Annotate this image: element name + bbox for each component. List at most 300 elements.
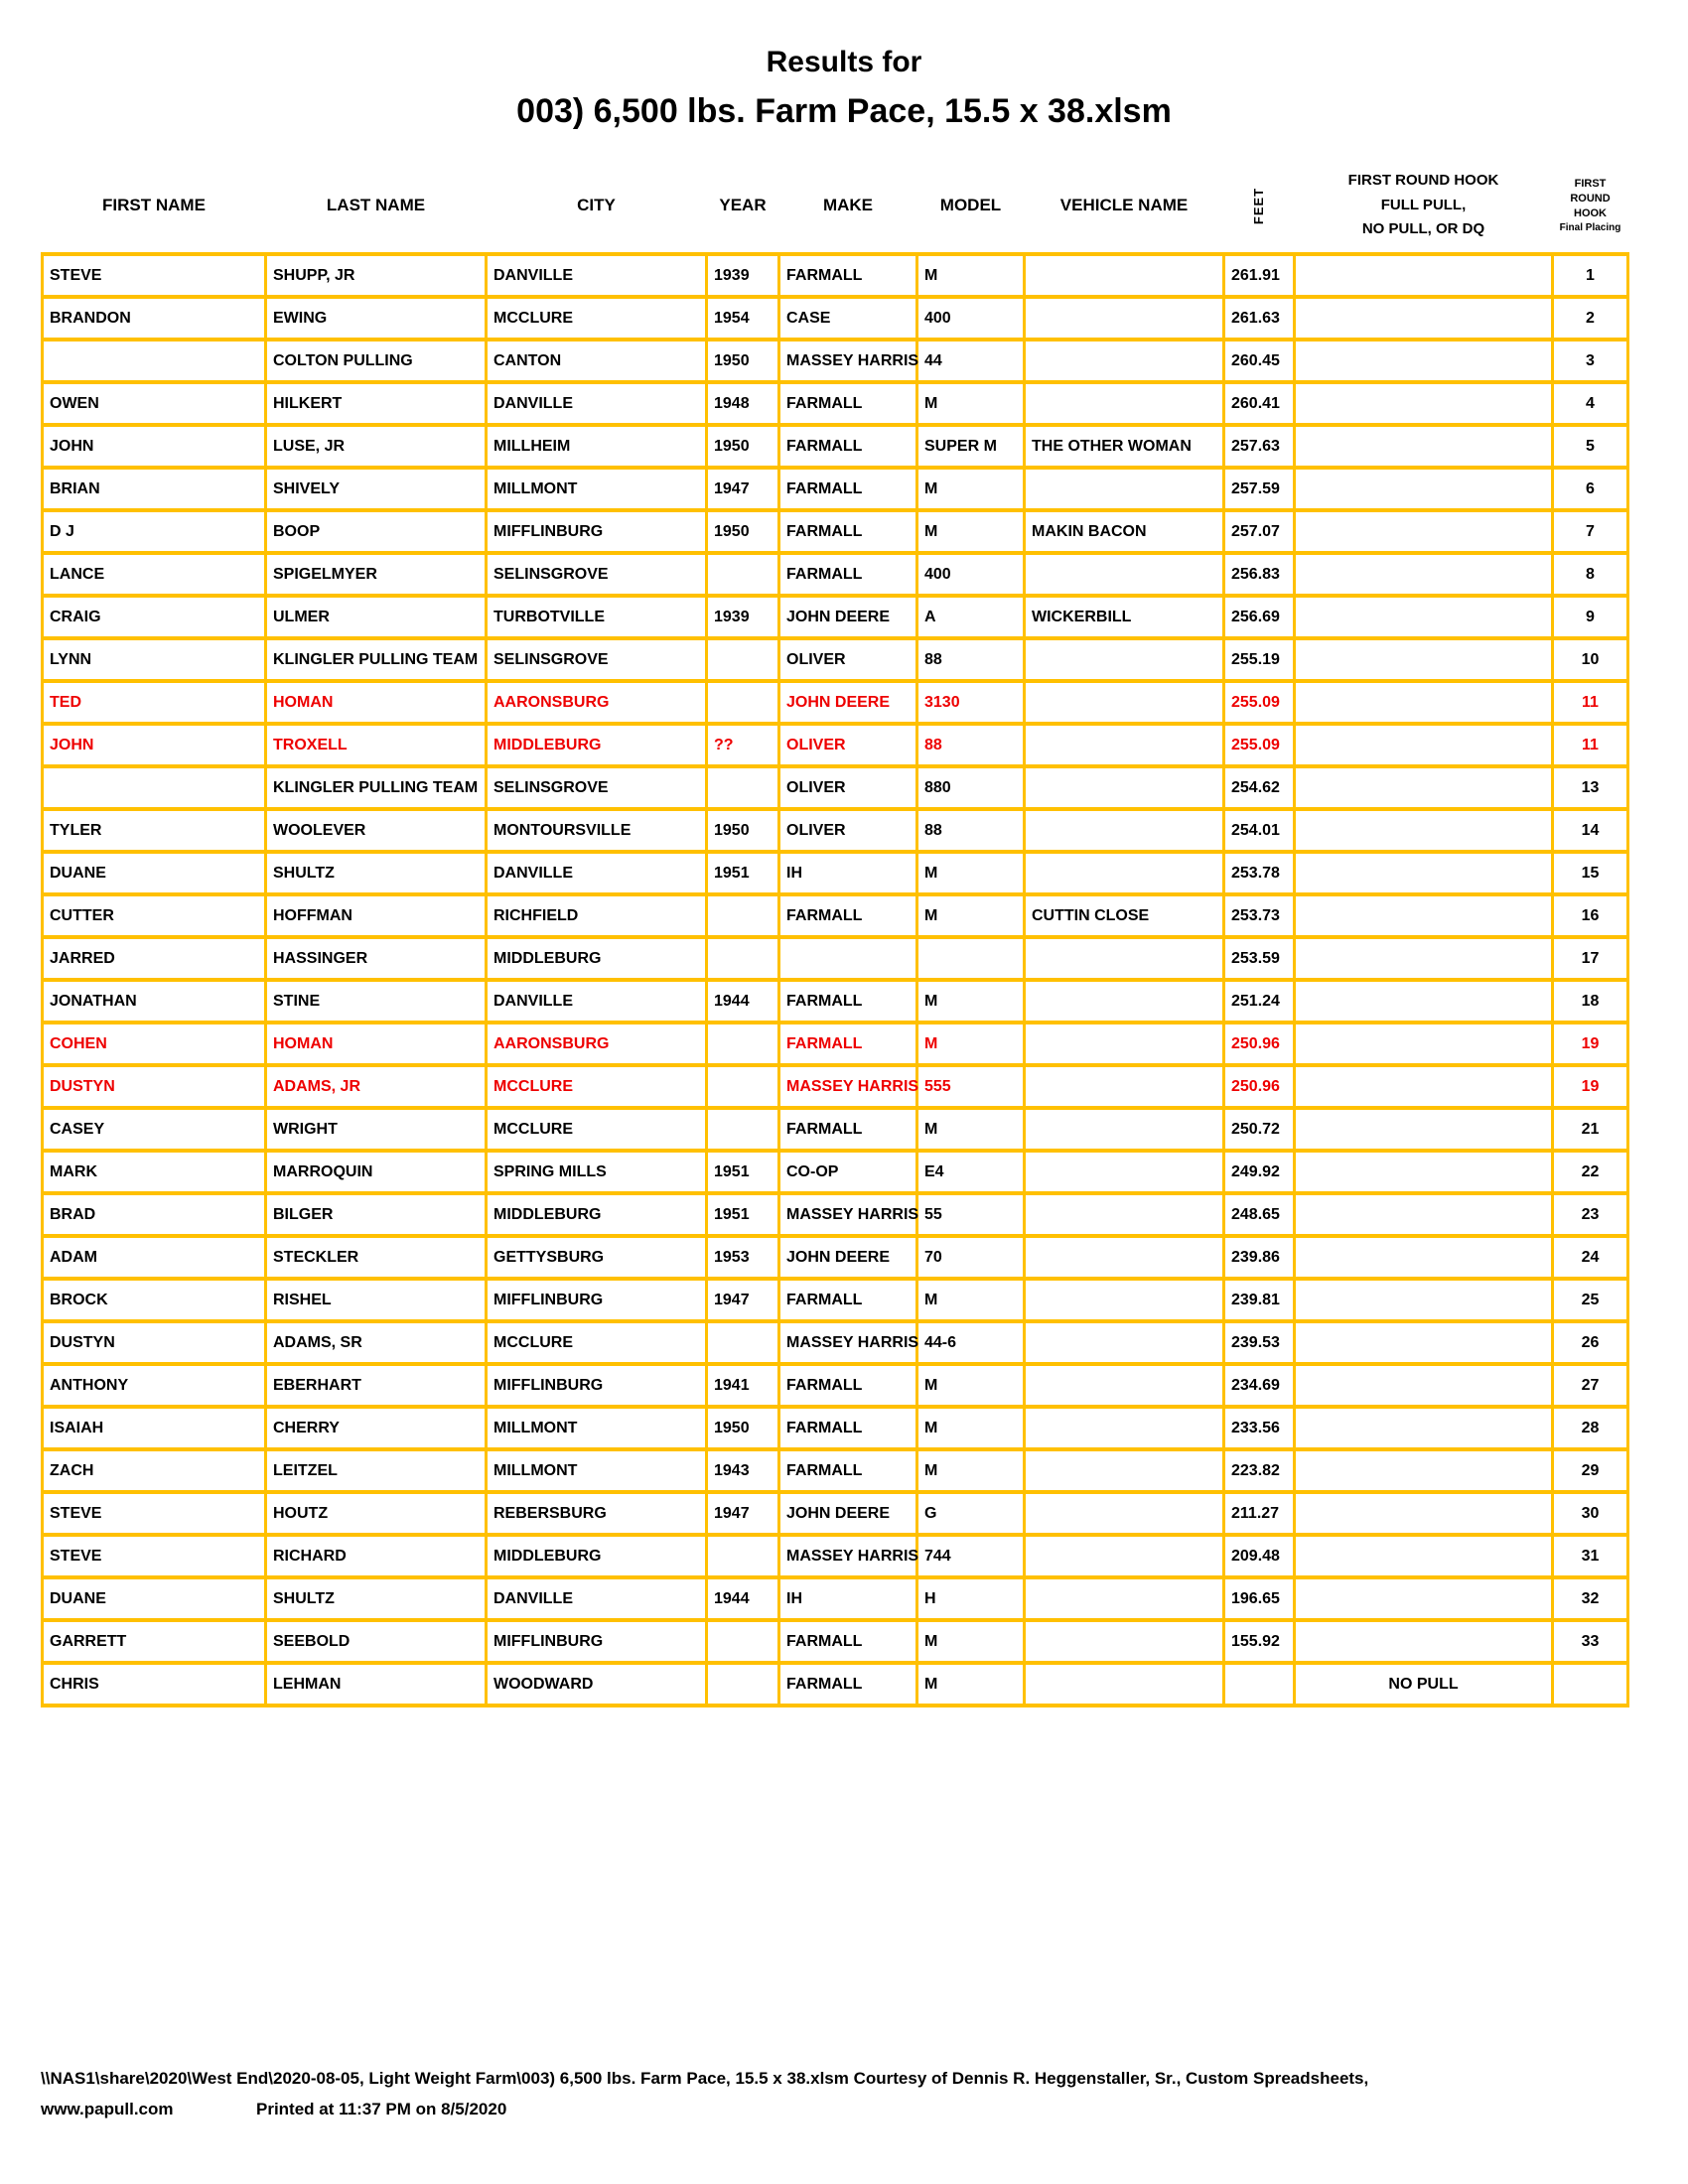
cell-year: 1944 <box>707 980 779 1023</box>
cell-model: 400 <box>917 553 1025 596</box>
cell-last-name: SPIGELMYER <box>266 553 487 596</box>
cell-year: 1951 <box>707 852 779 894</box>
cell-city: MIFFLINBURG <box>487 1279 707 1321</box>
cell-first-name: JARRED <box>43 937 266 980</box>
cell-vehicle-name: WICKERBILL <box>1025 596 1224 638</box>
header-first-name-label: FIRST NAME <box>102 196 206 214</box>
cell-make: FARMALL <box>779 1449 917 1492</box>
cell-city: MIDDLEBURG <box>487 724 707 766</box>
cell-year: 1939 <box>707 254 779 297</box>
cell-first-round-hook <box>1295 1535 1553 1577</box>
cell-model: M <box>917 1023 1025 1065</box>
cell-model: 400 <box>917 297 1025 340</box>
cell-last-name: WRIGHT <box>266 1108 487 1151</box>
cell-last-name: STINE <box>266 980 487 1023</box>
cell-vehicle-name <box>1025 681 1224 724</box>
cell-feet: 255.19 <box>1224 638 1295 681</box>
cell-last-name: WOOLEVER <box>266 809 487 852</box>
cell-feet: 155.92 <box>1224 1620 1295 1663</box>
cell-first-name: D J <box>43 510 266 553</box>
cell-first-round-hook <box>1295 340 1553 382</box>
cell-feet: 250.96 <box>1224 1023 1295 1065</box>
cell-make: OLIVER <box>779 724 917 766</box>
cell-feet: 257.07 <box>1224 510 1295 553</box>
cell-first-name: TYLER <box>43 809 266 852</box>
cell-vehicle-name <box>1025 1023 1224 1065</box>
cell-model: 555 <box>917 1065 1025 1108</box>
cell-vehicle-name <box>1025 724 1224 766</box>
table-row <box>43 553 1628 596</box>
cell-first-round-hook: NO PULL <box>1295 1663 1553 1706</box>
cell-make: MASSEY HARRIS <box>779 1193 917 1236</box>
cell-make <box>779 937 917 980</box>
header-last-name-label: LAST NAME <box>326 196 426 214</box>
cell-first-round-hook <box>1295 254 1553 297</box>
cell-final-placing: 28 <box>1553 1407 1628 1449</box>
cell-vehicle-name <box>1025 340 1224 382</box>
header-placing-line1: FIRST ROUND <box>1570 177 1611 205</box>
cell-last-name: ADAMS, SR <box>266 1321 487 1364</box>
cell-first-name: COHEN <box>43 1023 266 1065</box>
cell-last-name: LUSE, JR <box>266 425 487 468</box>
cell-final-placing: 15 <box>1553 852 1628 894</box>
cell-last-name: RISHEL <box>266 1279 487 1321</box>
table-row <box>43 1364 1628 1407</box>
cell-model: 744 <box>917 1535 1025 1577</box>
cell-model: M <box>917 1108 1025 1151</box>
cell-first-name: CASEY <box>43 1108 266 1151</box>
cell-feet: 249.92 <box>1224 1151 1295 1193</box>
cell-first-round-hook <box>1295 1577 1553 1620</box>
cell-year <box>707 553 779 596</box>
cell-first-name: LYNN <box>43 638 266 681</box>
cell-final-placing: 14 <box>1553 809 1628 852</box>
cell-make: JOHN DEERE <box>779 681 917 724</box>
cell-year: 1950 <box>707 1407 779 1449</box>
cell-vehicle-name <box>1025 1577 1224 1620</box>
cell-model: M <box>917 894 1025 937</box>
cell-first-name: CRAIG <box>43 596 266 638</box>
cell-model: M <box>917 468 1025 510</box>
cell-make: MASSEY HARRIS <box>779 1321 917 1364</box>
header-city-label: CITY <box>577 196 616 214</box>
cell-first-name: BRIAN <box>43 468 266 510</box>
cell-first-name: BROCK <box>43 1279 266 1321</box>
cell-make: FARMALL <box>779 468 917 510</box>
cell-first-name: GARRETT <box>43 1620 266 1663</box>
cell-final-placing: 33 <box>1553 1620 1628 1663</box>
table-row <box>43 980 1628 1023</box>
cell-final-placing: 8 <box>1553 553 1628 596</box>
footer-printed-at: Printed at 11:37 PM on 8/5/2020 <box>256 2100 507 2119</box>
footer-file-path: \\NAS1\share\2020\West End\2020-08-05, Light Weight Farm\003) 6,500 lbs. Farm Pace, 15.5 x 38.xlsm Courtesy of Dennis R. Heggenstaller, Sr., Custom Spreadsheets, <box>41 2069 1369 2088</box>
cell-first-round-hook <box>1295 1364 1553 1407</box>
cell-vehicle-name <box>1025 254 1224 297</box>
cell-feet: 253.59 <box>1224 937 1295 980</box>
cell-first-round-hook <box>1295 468 1553 510</box>
cell-first-round-hook <box>1295 1279 1553 1321</box>
cell-model: SUPER M <box>917 425 1025 468</box>
cell-final-placing: 16 <box>1553 894 1628 937</box>
cell-feet: 239.86 <box>1224 1236 1295 1279</box>
cell-year <box>707 1535 779 1577</box>
cell-year: 1954 <box>707 297 779 340</box>
cell-year <box>707 1321 779 1364</box>
table-row <box>43 1535 1628 1577</box>
cell-first-name: OWEN <box>43 382 266 425</box>
header-model-label: MODEL <box>939 196 1002 214</box>
cell-final-placing: 30 <box>1553 1492 1628 1535</box>
table-row <box>43 638 1628 681</box>
cell-model: G <box>917 1492 1025 1535</box>
table-row <box>43 1193 1628 1236</box>
cell-last-name: CHERRY <box>266 1407 487 1449</box>
cell-vehicle-name: THE OTHER WOMAN <box>1025 425 1224 468</box>
cell-make: OLIVER <box>779 809 917 852</box>
cell-model: M <box>917 382 1025 425</box>
cell-last-name: KLINGLER PULLING TEAM <box>266 766 487 809</box>
cell-city: DANVILLE <box>487 980 707 1023</box>
cell-model: 88 <box>917 809 1025 852</box>
cell-model: 44-6 <box>917 1321 1025 1364</box>
cell-last-name: SHUPP, JR <box>266 254 487 297</box>
cell-make: FARMALL <box>779 254 917 297</box>
cell-last-name: LEITZEL <box>266 1449 487 1492</box>
table-row <box>43 1321 1628 1364</box>
cell-last-name: HASSINGER <box>266 937 487 980</box>
header-make <box>779 159 917 254</box>
cell-first-round-hook <box>1295 980 1553 1023</box>
cell-first-name: DUSTYN <box>43 1321 266 1364</box>
header-first-name <box>43 159 266 254</box>
cell-make: OLIVER <box>779 638 917 681</box>
cell-vehicle-name <box>1025 1108 1224 1151</box>
cell-make: FARMALL <box>779 894 917 937</box>
cell-first-round-hook <box>1295 724 1553 766</box>
cell-make: FARMALL <box>779 1407 917 1449</box>
cell-final-placing <box>1553 1663 1628 1706</box>
cell-city: MCCLURE <box>487 1321 707 1364</box>
cell-final-placing: 22 <box>1553 1151 1628 1193</box>
cell-year <box>707 1663 779 1706</box>
table-row <box>43 852 1628 894</box>
cell-feet: 260.45 <box>1224 340 1295 382</box>
cell-feet: 256.83 <box>1224 553 1295 596</box>
cell-city: GETTYSBURG <box>487 1236 707 1279</box>
table-row <box>43 1279 1628 1321</box>
cell-feet: 250.96 <box>1224 1065 1295 1108</box>
table-row <box>43 1236 1628 1279</box>
cell-first-round-hook <box>1295 1407 1553 1449</box>
cell-make: JOHN DEERE <box>779 596 917 638</box>
cell-model: M <box>917 1407 1025 1449</box>
cell-model: A <box>917 596 1025 638</box>
cell-final-placing: 29 <box>1553 1449 1628 1492</box>
cell-year <box>707 937 779 980</box>
cell-feet: 257.59 <box>1224 468 1295 510</box>
header-placing-line3: Final Placing <box>1559 221 1621 233</box>
header-feet-label: FEET <box>1251 187 1267 225</box>
cell-first-round-hook <box>1295 297 1553 340</box>
cell-city: MIFFLINBURG <box>487 510 707 553</box>
cell-final-placing: 24 <box>1553 1236 1628 1279</box>
cell-final-placing: 3 <box>1553 340 1628 382</box>
cell-city: MILLMONT <box>487 1407 707 1449</box>
cell-final-placing: 31 <box>1553 1535 1628 1577</box>
cell-city: SPRING MILLS <box>487 1151 707 1193</box>
cell-first-round-hook <box>1295 1492 1553 1535</box>
cell-year: 1941 <box>707 1364 779 1407</box>
cell-feet: 253.73 <box>1224 894 1295 937</box>
cell-year <box>707 1620 779 1663</box>
cell-final-placing: 11 <box>1553 724 1628 766</box>
cell-final-placing: 1 <box>1553 254 1628 297</box>
cell-first-name <box>43 340 266 382</box>
cell-final-placing: 4 <box>1553 382 1628 425</box>
cell-vehicle-name <box>1025 1151 1224 1193</box>
cell-vehicle-name <box>1025 1492 1224 1535</box>
results-table <box>41 159 1629 1707</box>
cell-feet: 254.01 <box>1224 809 1295 852</box>
cell-first-name: BRAD <box>43 1193 266 1236</box>
cell-city: MILLMONT <box>487 1449 707 1492</box>
cell-last-name: HOMAN <box>266 1023 487 1065</box>
header-year-label: YEAR <box>719 196 767 214</box>
cell-first-name: JOHN <box>43 724 266 766</box>
cell-first-round-hook <box>1295 382 1553 425</box>
cell-year: 1947 <box>707 1492 779 1535</box>
table-row <box>43 425 1628 468</box>
header-last-name <box>266 159 487 254</box>
table-row <box>43 340 1628 382</box>
cell-make: IH <box>779 1577 917 1620</box>
page-title <box>0 0 1688 131</box>
cell-city: DANVILLE <box>487 1577 707 1620</box>
cell-year: 1943 <box>707 1449 779 1492</box>
cell-make: IH <box>779 852 917 894</box>
cell-year: 1948 <box>707 382 779 425</box>
cell-model: M <box>917 254 1025 297</box>
cell-last-name: ULMER <box>266 596 487 638</box>
table-row <box>43 1065 1628 1108</box>
cell-final-placing: 6 <box>1553 468 1628 510</box>
cell-city: MCCLURE <box>487 1108 707 1151</box>
header-vehicle-name <box>1025 159 1224 254</box>
cell-first-round-hook <box>1295 553 1553 596</box>
cell-model: M <box>917 852 1025 894</box>
cell-feet: 261.63 <box>1224 297 1295 340</box>
cell-first-round-hook <box>1295 1321 1553 1364</box>
cell-first-round-hook <box>1295 596 1553 638</box>
cell-year: 1950 <box>707 340 779 382</box>
cell-vehicle-name <box>1025 1279 1224 1321</box>
cell-city: DANVILLE <box>487 852 707 894</box>
cell-final-placing: 18 <box>1553 980 1628 1023</box>
cell-last-name: SHULTZ <box>266 1577 487 1620</box>
cell-vehicle-name <box>1025 766 1224 809</box>
cell-feet: 239.53 <box>1224 1321 1295 1364</box>
cell-city: MILLMONT <box>487 468 707 510</box>
cell-year: 1950 <box>707 809 779 852</box>
cell-city: TURBOTVILLE <box>487 596 707 638</box>
cell-final-placing: 17 <box>1553 937 1628 980</box>
cell-feet <box>1224 1663 1295 1706</box>
cell-make: FARMALL <box>779 1108 917 1151</box>
table-row <box>43 681 1628 724</box>
table-row <box>43 1492 1628 1535</box>
header-first-round-hook <box>1295 159 1553 254</box>
cell-first-name: MARK <box>43 1151 266 1193</box>
cell-city: SELINSGROVE <box>487 638 707 681</box>
cell-make: OLIVER <box>779 766 917 809</box>
cell-vehicle-name <box>1025 382 1224 425</box>
cell-feet: 239.81 <box>1224 1279 1295 1321</box>
header-placing-line2: HOOK <box>1574 206 1607 219</box>
header-model <box>917 159 1025 254</box>
cell-feet: 260.41 <box>1224 382 1295 425</box>
cell-feet: 255.09 <box>1224 681 1295 724</box>
cell-final-placing: 2 <box>1553 297 1628 340</box>
cell-first-name: ISAIAH <box>43 1407 266 1449</box>
cell-first-round-hook <box>1295 1193 1553 1236</box>
cell-last-name: BILGER <box>266 1193 487 1236</box>
cell-final-placing: 13 <box>1553 766 1628 809</box>
cell-vehicle-name <box>1025 1535 1224 1577</box>
cell-last-name: COLTON PULLING <box>266 340 487 382</box>
cell-feet: 248.65 <box>1224 1193 1295 1236</box>
cell-make: JOHN DEERE <box>779 1236 917 1279</box>
cell-last-name: SHIVELY <box>266 468 487 510</box>
table-row <box>43 254 1628 297</box>
cell-city: MILLHEIM <box>487 425 707 468</box>
cell-first-name: STEVE <box>43 1535 266 1577</box>
cell-last-name: MARROQUIN <box>266 1151 487 1193</box>
cell-vehicle-name <box>1025 852 1224 894</box>
cell-feet: 255.09 <box>1224 724 1295 766</box>
table-row <box>43 596 1628 638</box>
cell-last-name: SHULTZ <box>266 852 487 894</box>
cell-model: 70 <box>917 1236 1025 1279</box>
cell-year <box>707 1108 779 1151</box>
cell-model: 44 <box>917 340 1025 382</box>
cell-year: ?? <box>707 724 779 766</box>
cell-year <box>707 1023 779 1065</box>
table-row <box>43 1620 1628 1663</box>
cell-year: 1951 <box>707 1193 779 1236</box>
cell-feet: 223.82 <box>1224 1449 1295 1492</box>
cell-city: CANTON <box>487 340 707 382</box>
table-row <box>43 809 1628 852</box>
cell-final-placing: 19 <box>1553 1023 1628 1065</box>
cell-first-round-hook <box>1295 1236 1553 1279</box>
table-row <box>43 937 1628 980</box>
cell-make: FARMALL <box>779 553 917 596</box>
cell-make: FARMALL <box>779 510 917 553</box>
cell-vehicle-name <box>1025 937 1224 980</box>
cell-make: FARMALL <box>779 425 917 468</box>
cell-feet: 251.24 <box>1224 980 1295 1023</box>
cell-vehicle-name <box>1025 1449 1224 1492</box>
cell-first-round-hook <box>1295 894 1553 937</box>
cell-city: MIFFLINBURG <box>487 1364 707 1407</box>
cell-first-name: ZACH <box>43 1449 266 1492</box>
cell-model: 88 <box>917 724 1025 766</box>
cell-last-name: SEEBOLD <box>266 1620 487 1663</box>
cell-city: SELINSGROVE <box>487 553 707 596</box>
cell-final-placing: 11 <box>1553 681 1628 724</box>
cell-year <box>707 638 779 681</box>
cell-feet: 254.62 <box>1224 766 1295 809</box>
cell-make: FARMALL <box>779 1279 917 1321</box>
cell-vehicle-name <box>1025 468 1224 510</box>
cell-make: FARMALL <box>779 980 917 1023</box>
cell-model: M <box>917 510 1025 553</box>
header-hook-line3: NO PULL, OR DQ <box>1361 220 1485 238</box>
table-row <box>43 1577 1628 1620</box>
table-row <box>43 1407 1628 1449</box>
cell-vehicle-name <box>1025 1065 1224 1108</box>
cell-final-placing: 5 <box>1553 425 1628 468</box>
cell-first-round-hook <box>1295 425 1553 468</box>
cell-year: 1944 <box>707 1577 779 1620</box>
table-row <box>43 1108 1628 1151</box>
cell-vehicle-name <box>1025 809 1224 852</box>
table-row <box>43 766 1628 809</box>
cell-year <box>707 681 779 724</box>
cell-first-round-hook <box>1295 638 1553 681</box>
cell-make: MASSEY HARRIS <box>779 1535 917 1577</box>
cell-vehicle-name <box>1025 980 1224 1023</box>
cell-final-placing: 32 <box>1553 1577 1628 1620</box>
cell-last-name: KLINGLER PULLING TEAM <box>266 638 487 681</box>
cell-model: E4 <box>917 1151 1025 1193</box>
table-row <box>43 1151 1628 1193</box>
cell-feet: 234.69 <box>1224 1364 1295 1407</box>
cell-city: MCCLURE <box>487 297 707 340</box>
cell-final-placing: 25 <box>1553 1279 1628 1321</box>
cell-make: FARMALL <box>779 382 917 425</box>
cell-model: 88 <box>917 638 1025 681</box>
cell-model: M <box>917 1663 1025 1706</box>
cell-last-name: EWING <box>266 297 487 340</box>
cell-feet: 233.56 <box>1224 1407 1295 1449</box>
header-final-placing <box>1553 159 1628 254</box>
cell-city: REBERSBURG <box>487 1492 707 1535</box>
cell-final-placing: 19 <box>1553 1065 1628 1108</box>
table-row <box>43 894 1628 937</box>
cell-vehicle-name <box>1025 553 1224 596</box>
cell-first-round-hook <box>1295 1023 1553 1065</box>
cell-vehicle-name <box>1025 1321 1224 1364</box>
cell-model: 880 <box>917 766 1025 809</box>
cell-make: FARMALL <box>779 1364 917 1407</box>
cell-city: MONTOURSVILLE <box>487 809 707 852</box>
cell-model: M <box>917 1279 1025 1321</box>
cell-year <box>707 766 779 809</box>
cell-vehicle-name <box>1025 1620 1224 1663</box>
table-row <box>43 468 1628 510</box>
cell-final-placing: 26 <box>1553 1321 1628 1364</box>
cell-last-name: RICHARD <box>266 1535 487 1577</box>
cell-first-round-hook <box>1295 1151 1553 1193</box>
cell-last-name: HOFFMAN <box>266 894 487 937</box>
cell-feet: 253.78 <box>1224 852 1295 894</box>
cell-feet: 256.69 <box>1224 596 1295 638</box>
cell-vehicle-name: MAKIN BACON <box>1025 510 1224 553</box>
cell-last-name: BOOP <box>266 510 487 553</box>
cell-first-name <box>43 766 266 809</box>
header-city <box>487 159 707 254</box>
